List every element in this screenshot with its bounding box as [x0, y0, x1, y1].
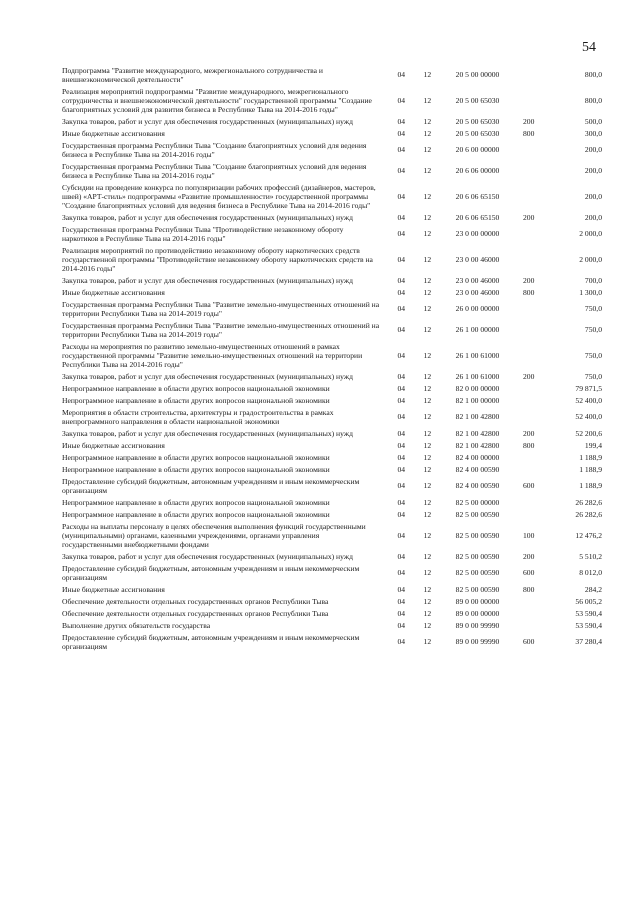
table-row — [62, 181, 602, 211]
row-target-code: 82 4 00 00590 — [455, 481, 500, 490]
row-target-code: 26 1 00 00000 — [455, 325, 500, 334]
table-row — [62, 382, 602, 394]
table-row — [62, 583, 602, 595]
row-expense-type — [514, 496, 544, 508]
row-section: 04 — [397, 551, 406, 561]
row-subsection: 12 — [423, 596, 432, 606]
table-row — [62, 244, 602, 274]
row-expense-type — [514, 319, 544, 340]
row-sum: 750,0 — [584, 350, 602, 360]
row-name: Реализация мероприятий подпрограммы "Развитие международного, межрегионального сотрудничества и внешнеэкономической деятельности" государственной программы "Создание благоприятных условий для развития бизнеса в Республике Тыва на 2014-2016 годы" — [62, 86, 372, 114]
row-sum: 37 280,4 — [575, 637, 602, 646]
row-section: 04 — [397, 116, 406, 126]
row-section: 04 — [397, 191, 406, 201]
row-section: 04 — [397, 395, 406, 405]
row-subsection: 12 — [423, 304, 432, 313]
row-subsection: 12 — [423, 395, 432, 405]
row-name: Субсидии на проведение конкурса по популяризации рабочих профессий (дизайнеров, мастеров, швей) «АРТ-стиль» подпрограммы «Развитие промышленности» государственной программы "Создание благоприятных условий для ведения бизнеса в Республике Тыва на 2014-2016 годы" — [62, 182, 376, 210]
row-target-code: 82 4 00 00000 — [455, 452, 500, 462]
row-name: Расходы на мероприятия по развитию земельно-имущественных отношений в рамках государственной программы "Развитие земельно-имущественных отношений на территории Республики Тыва на 2014-2016 годы" — [62, 341, 363, 369]
row-section: 04 — [397, 412, 406, 421]
table-body — [62, 64, 602, 652]
row-sum: 200,0 — [584, 212, 602, 222]
row-name: Закупка товаров, работ и услуг для обеспечения государственных (муниципальных) нужд — [62, 551, 353, 561]
row-section: 04 — [397, 128, 406, 138]
row-section: 04 — [397, 428, 406, 438]
row-expense-type — [514, 298, 544, 319]
row-subsection: 12 — [423, 383, 432, 393]
row-subsection: 12 — [423, 440, 432, 450]
row-name: Государственная программа Республики Тыва "Противодействие незаконному обороту наркотиков в Республике Тыва на 2014-2016 годы" — [62, 224, 344, 243]
row-subsection: 12 — [423, 116, 432, 126]
row-expense-type — [514, 394, 544, 406]
row-sum: 750,0 — [584, 325, 602, 334]
row-target-code: 82 1 00 42800 — [455, 428, 500, 438]
row-name: Государственная программа Республики Тыва "Создание благоприятных условий для ведения бизнеса в Республике Тыва на 2014-2016 годы" — [62, 140, 367, 159]
row-sum: 52 400,0 — [575, 412, 602, 421]
row-subsection: 12 — [423, 145, 432, 154]
row-subsection: 12 — [423, 254, 432, 264]
row-sum: 750,0 — [584, 371, 602, 381]
table-row — [62, 631, 602, 652]
row-subsection: 12 — [423, 287, 432, 297]
row-section: 04 — [397, 637, 406, 646]
row-target-code: 82 1 00 42800 — [455, 440, 500, 450]
row-expense-type — [514, 619, 544, 631]
row-expense-type — [514, 508, 544, 520]
row-section: 04 — [397, 371, 406, 381]
table-row — [62, 127, 602, 139]
row-expense-type: 200 — [523, 116, 535, 126]
row-target-code: 82 5 00 00590 — [455, 530, 500, 540]
row-section: 04 — [397, 464, 406, 474]
row-name: Предоставление субсидий бюджетным, автономным учреждениям и иным некоммерческим организациям — [62, 563, 360, 582]
row-section: 04 — [397, 497, 406, 507]
page-number: 54 — [582, 40, 596, 55]
row-sum: 199,4 — [584, 440, 602, 450]
row-sum: 1 188,9 — [579, 481, 602, 490]
row-target-code: 20 5 00 65030 — [455, 116, 500, 126]
row-target-code: 20 6 06 65150 — [455, 191, 500, 201]
row-sum: 800,0 — [584, 70, 602, 79]
row-sum: 200,0 — [584, 145, 602, 154]
row-target-code: 82 1 00 00000 — [455, 395, 500, 405]
row-subsection: 12 — [423, 428, 432, 438]
row-expense-type — [514, 451, 544, 463]
row-name: Государственная программа Республики Тыва "Развитие земельно-имущественных отношений на территории Республики Тыва на 2014-2019 годы" — [62, 320, 380, 339]
row-sum: 750,0 — [584, 304, 602, 313]
row-expense-type — [514, 64, 544, 85]
row-target-code: 82 5 00 00590 — [455, 551, 500, 561]
row-name: Непрограммное направление в области других вопросов национальной экономики — [62, 509, 330, 519]
row-expense-type — [514, 382, 544, 394]
row-subsection: 12 — [423, 191, 432, 201]
table-row — [62, 319, 602, 340]
row-name: Мероприятия в области строительства, архитектуры и градостроительства в рамках внепрограммного направления в области национальной экономики — [62, 407, 334, 426]
row-expense-type: 200 — [523, 275, 535, 285]
row-sum: 56 005,2 — [575, 596, 602, 606]
row-section: 04 — [397, 229, 406, 238]
row-subsection: 12 — [423, 497, 432, 507]
row-sum: 53 590,4 — [575, 620, 602, 630]
row-expense-type — [514, 607, 544, 619]
table-row — [62, 595, 602, 607]
row-name: Иные бюджетные ассигнования — [62, 128, 165, 138]
row-name: Обеспечение деятельности отдельных государственных органов Республики Тыва — [62, 608, 329, 618]
row-subsection: 12 — [423, 481, 432, 490]
row-name: Государственная программа Республики Тыва "Развитие земельно-имущественных отношений на территории Республики Тыва на 2014-2019 годы" — [62, 299, 380, 318]
row-sum: 800,0 — [584, 95, 602, 105]
row-section: 04 — [397, 254, 406, 264]
row-subsection: 12 — [423, 551, 432, 561]
table-row — [62, 394, 602, 406]
row-expense-type: 200 — [523, 212, 535, 222]
row-section: 04 — [397, 95, 406, 105]
row-expense-type: 100 — [523, 530, 535, 540]
row-subsection: 12 — [423, 350, 432, 360]
budget-table — [62, 64, 602, 652]
row-expense-type: 800 — [523, 287, 535, 297]
row-target-code: 23 0 00 46000 — [455, 287, 500, 297]
row-sum: 1 188,9 — [579, 464, 602, 474]
table-row — [62, 340, 602, 370]
row-subsection: 12 — [423, 275, 432, 285]
row-subsection: 12 — [423, 212, 432, 222]
row-expense-type: 600 — [523, 481, 535, 490]
row-target-code: 20 6 00 00000 — [455, 145, 500, 154]
row-expense-type: 600 — [523, 637, 535, 646]
row-sum: 26 282,6 — [575, 509, 602, 519]
row-sum: 53 590,4 — [575, 608, 602, 618]
row-section: 04 — [397, 70, 406, 79]
row-sum: 500,0 — [584, 116, 602, 126]
row-expense-type: 200 — [523, 551, 535, 561]
row-sum: 26 282,6 — [575, 497, 602, 507]
row-section: 04 — [397, 608, 406, 618]
row-section: 04 — [397, 481, 406, 490]
row-name: Предоставление субсидий бюджетным, автономным учреждениям и иным некоммерческим организациям — [62, 476, 360, 495]
row-section: 04 — [397, 145, 406, 154]
row-section: 04 — [397, 383, 406, 393]
table-row — [62, 607, 602, 619]
table-row — [62, 562, 602, 583]
row-expense-type: 600 — [523, 568, 535, 577]
row-subsection: 12 — [423, 70, 432, 79]
row-expense-type: 200 — [523, 371, 535, 381]
row-expense-type: 800 — [523, 584, 535, 594]
row-name: Непрограммное направление в области других вопросов национальной экономики — [62, 383, 330, 393]
row-sum: 12 476,2 — [575, 530, 602, 540]
row-target-code: 20 5 00 00000 — [455, 70, 500, 79]
row-expense-type — [514, 85, 544, 115]
row-sum: 300,0 — [584, 128, 602, 138]
row-name: Закупка товаров, работ и услуг для обеспечения государственных (муниципальных) нужд — [62, 212, 353, 222]
row-name: Непрограммное направление в области других вопросов национальной экономики — [62, 395, 330, 405]
row-name: Реализация мероприятий по противодействию незаконному обороту наркотических средств государственной программы "Противодействие незаконному обороту наркотических средств на 2014-2016 годы" — [62, 245, 373, 273]
row-expense-type — [514, 340, 544, 370]
row-target-code: 82 4 00 00590 — [455, 464, 500, 474]
table-row — [62, 520, 602, 550]
row-subsection: 12 — [423, 584, 432, 594]
row-section: 04 — [397, 568, 406, 577]
row-name: Непрограммное направление в области других вопросов национальной экономики — [62, 452, 330, 462]
row-section: 04 — [397, 596, 406, 606]
row-section: 04 — [397, 287, 406, 297]
row-expense-type: 800 — [523, 440, 535, 450]
row-sum: 1 300,0 — [579, 287, 602, 297]
table-row — [62, 427, 602, 439]
row-subsection: 12 — [423, 229, 432, 238]
table-row — [62, 475, 602, 496]
row-target-code: 23 0 00 00000 — [455, 229, 500, 238]
row-expense-type — [514, 223, 544, 244]
row-target-code: 89 0 00 99990 — [455, 620, 500, 630]
table-row — [62, 286, 602, 298]
row-expense-type — [514, 244, 544, 274]
table-row — [62, 298, 602, 319]
row-target-code: 23 0 00 46000 — [455, 254, 500, 264]
row-section: 04 — [397, 350, 406, 360]
row-subsection: 12 — [423, 128, 432, 138]
table-row — [62, 508, 602, 520]
row-expense-type — [514, 181, 544, 211]
row-target-code: 26 1 00 61000 — [455, 371, 500, 381]
table-row — [62, 619, 602, 631]
table-row — [62, 274, 602, 286]
row-name: Государственная программа Республики Тыва "Создание благоприятных условий для ведения бизнеса в Республике Тыва на 2014-2016 годы" — [62, 161, 367, 180]
row-name: Иные бюджетные ассигнования — [62, 584, 165, 594]
row-sum: 79 871,5 — [575, 383, 602, 393]
row-target-code: 89 0 00 00000 — [455, 608, 500, 618]
row-name: Предоставление субсидий бюджетным, автономным учреждениям и иным некоммерческим организациям — [62, 632, 360, 651]
table-row — [62, 451, 602, 463]
row-sum: 2 000,0 — [579, 254, 602, 264]
row-sum: 1 188,9 — [579, 452, 602, 462]
row-expense-type: 800 — [523, 128, 535, 138]
row-name: Закупка товаров, работ и услуг для обеспечения государственных (муниципальных) нужд — [62, 116, 353, 126]
row-name: Непрограммное направление в области других вопросов национальной экономики — [62, 497, 330, 507]
table-row — [62, 85, 602, 115]
row-subsection: 12 — [423, 464, 432, 474]
row-subsection: 12 — [423, 530, 432, 540]
row-section: 04 — [397, 325, 406, 334]
row-target-code: 26 0 00 00000 — [455, 304, 500, 313]
row-target-code: 23 0 00 46000 — [455, 275, 500, 285]
row-subsection: 12 — [423, 371, 432, 381]
row-section: 04 — [397, 584, 406, 594]
row-sum: 52 200,6 — [575, 428, 602, 438]
row-name: Закупка товаров, работ и услуг для обеспечения государственных (муниципальных) нужд — [62, 371, 353, 381]
row-section: 04 — [397, 304, 406, 313]
row-sum: 2 000,0 — [579, 229, 602, 238]
row-section: 04 — [397, 166, 406, 175]
row-target-code: 82 5 00 00590 — [455, 584, 500, 594]
row-expense-type — [514, 595, 544, 607]
row-section: 04 — [397, 530, 406, 540]
row-target-code: 20 5 00 65030 — [455, 128, 500, 138]
row-subsection: 12 — [423, 608, 432, 618]
row-section: 04 — [397, 452, 406, 462]
row-section: 04 — [397, 275, 406, 285]
row-sum: 52 400,0 — [575, 395, 602, 405]
row-sum: 200,0 — [584, 166, 602, 175]
row-name: Расходы на выплаты персоналу в целях обеспечения выполнения функций государственными (муниципальными) органами, казенными учреждениями, органами управления государственными внебюджетными фондами — [62, 521, 366, 549]
table-row — [62, 115, 602, 127]
row-subsection: 12 — [423, 568, 432, 577]
row-sum: 700,0 — [584, 275, 602, 285]
table-row — [62, 139, 602, 160]
row-sum: 8 012,0 — [579, 568, 602, 577]
table-row — [62, 463, 602, 475]
row-subsection: 12 — [423, 620, 432, 630]
row-target-code: 26 1 00 61000 — [455, 350, 500, 360]
row-name: Непрограммное направление в области других вопросов национальной экономики — [62, 464, 330, 474]
row-subsection: 12 — [423, 166, 432, 175]
table-row — [62, 64, 602, 85]
row-target-code: 82 5 00 00590 — [455, 568, 500, 577]
row-target-code: 89 0 00 99990 — [455, 637, 500, 646]
table-row — [62, 496, 602, 508]
table-row — [62, 370, 602, 382]
table-row — [62, 223, 602, 244]
row-expense-type — [514, 406, 544, 427]
row-section: 04 — [397, 440, 406, 450]
row-subsection: 12 — [423, 325, 432, 334]
table-row — [62, 160, 602, 181]
row-name: Обеспечение деятельности отдельных государственных органов Республики Тыва — [62, 596, 329, 606]
table-row — [62, 550, 602, 562]
row-name: Иные бюджетные ассигнования — [62, 440, 165, 450]
row-sum: 200,0 — [584, 191, 602, 201]
row-expense-type — [514, 160, 544, 181]
row-subsection: 12 — [423, 95, 432, 105]
table-row — [62, 406, 602, 427]
row-section: 04 — [397, 212, 406, 222]
row-subsection: 12 — [423, 452, 432, 462]
table-row — [62, 439, 602, 451]
row-target-code: 82 5 00 00590 — [455, 509, 500, 519]
row-sum: 5 510,2 — [579, 551, 602, 561]
row-expense-type: 200 — [523, 428, 535, 438]
row-target-code: 89 0 00 00000 — [455, 596, 500, 606]
row-target-code: 82 5 00 00000 — [455, 497, 500, 507]
row-expense-type — [514, 463, 544, 475]
row-target-code: 20 5 00 65030 — [455, 95, 500, 105]
row-section: 04 — [397, 509, 406, 519]
row-target-code: 82 0 00 00000 — [455, 383, 500, 393]
row-sum: 284,2 — [584, 584, 602, 594]
row-subsection: 12 — [423, 412, 432, 421]
row-name: Закупка товаров, работ и услуг для обеспечения государственных (муниципальных) нужд — [62, 275, 353, 285]
row-target-code: 20 6 06 65150 — [455, 212, 500, 222]
table-row — [62, 211, 602, 223]
row-target-code: 82 1 00 42800 — [455, 412, 500, 421]
row-target-code: 20 6 06 00000 — [455, 166, 500, 175]
row-expense-type — [514, 139, 544, 160]
row-subsection: 12 — [423, 509, 432, 519]
row-name: Закупка товаров, работ и услуг для обеспечения государственных (муниципальных) нужд — [62, 428, 353, 438]
row-name: Выполнение других обязательств государства — [62, 620, 211, 630]
row-section: 04 — [397, 620, 406, 630]
row-subsection: 12 — [423, 637, 432, 646]
row-name: Иные бюджетные ассигнования — [62, 287, 165, 297]
row-name: Подпрограмма "Развитие международного, межрегионального сотрудничества и внешнеэкономической деятельности" — [62, 65, 323, 84]
